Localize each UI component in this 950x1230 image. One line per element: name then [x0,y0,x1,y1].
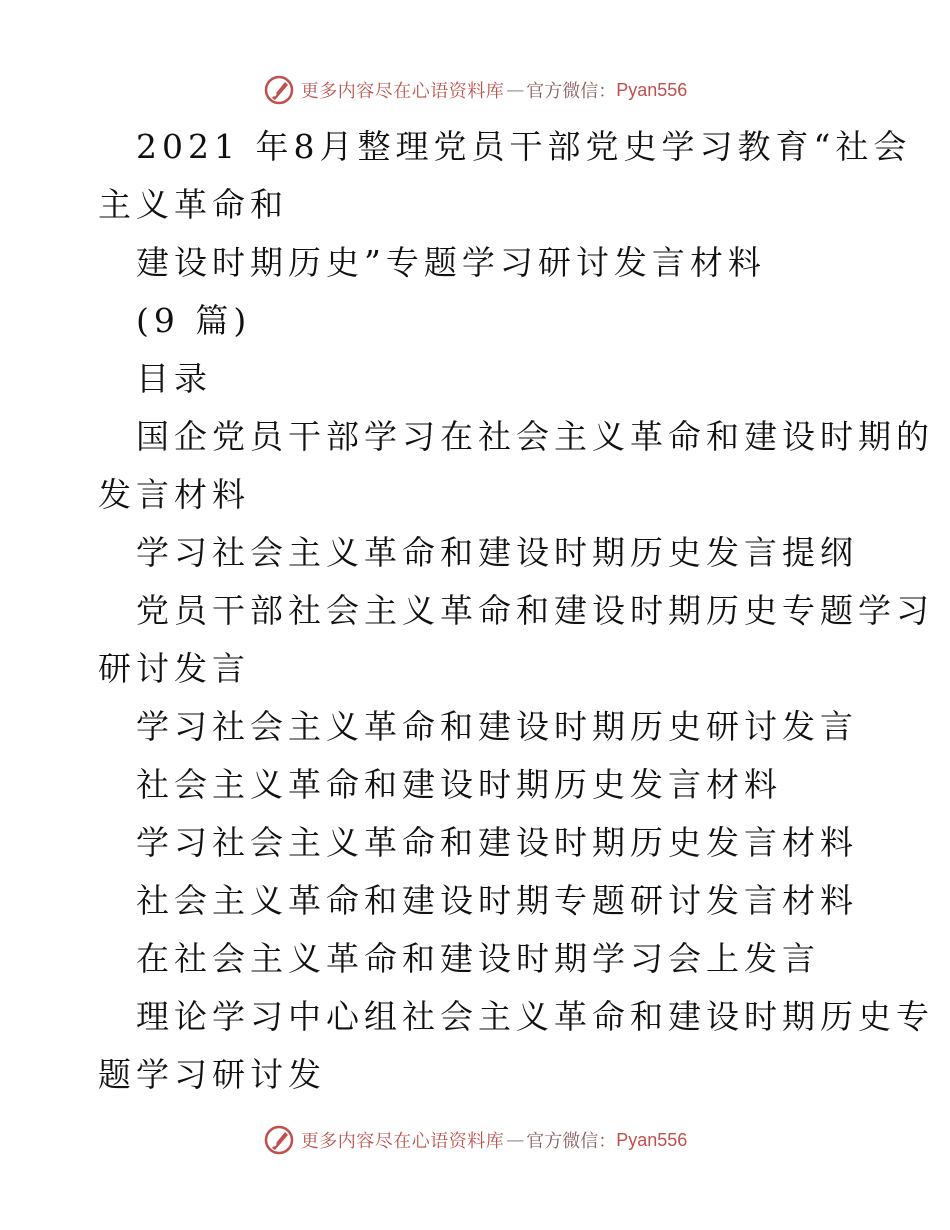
toc-item-4: 学习社会主义革命和建设时期历史研讨发言 [136,707,858,746]
watermark-wechat-label: 官方微信： [526,1131,617,1152]
watermark-separator: — [506,79,525,101]
toc-item-3-cont: 研讨发言 [98,649,250,688]
watermark-wechat-label: 官方微信： [526,81,617,102]
document-count: (9 篇) [136,301,252,340]
document-title-line-3: 建设时期历史”专题学习研讨发言材料 [136,243,766,282]
toc-item-3: 党员干部社会主义革命和建设时期历史专题学习 [136,591,934,630]
watermark-separator: — [506,1129,525,1151]
toc-item-1: 国企党员干部学习在社会主义革命和建设时期的 [136,417,934,456]
document-title-line-2: 主义革命和 [98,185,288,224]
toc-item-9: 理论学习中心组社会主义革命和建设时期历史专 [136,997,934,1036]
document-body [98,118,934,1104]
toc-item-8: 在社会主义革命和建设时期学习会上发言 [136,939,820,978]
toc-item-7: 社会主义革命和建设时期专题研讨发言材料 [136,881,858,920]
toc-item-5: 社会主义革命和建设时期历史发言材料 [136,765,782,804]
header-watermark [0,70,950,110]
footer-watermark [0,1120,950,1160]
watermark-wechat-id: Pyan556 [616,1129,688,1150]
watermark-wechat-id: Pyan556 [616,79,688,100]
quill-seal-icon [263,1124,295,1156]
watermark-text: 更多内容尽在心语资料库 [300,1131,505,1152]
document-title-line-1: 2021 年8月整理党员干部党史学习教育“社会 [136,127,912,166]
toc-item-6: 学习社会主义革命和建设时期历史发言材料 [136,823,858,862]
toc-item-2: 学习社会主义革命和建设时期历史发言提纲 [136,533,858,572]
toc-heading: 目录 [136,359,212,398]
watermark-text: 更多内容尽在心语资料库 [300,81,505,102]
toc-item-9-cont: 题学习研讨发 [98,1055,326,1094]
toc-item-1-cont: 发言材料 [98,475,250,514]
quill-seal-icon [263,74,295,106]
